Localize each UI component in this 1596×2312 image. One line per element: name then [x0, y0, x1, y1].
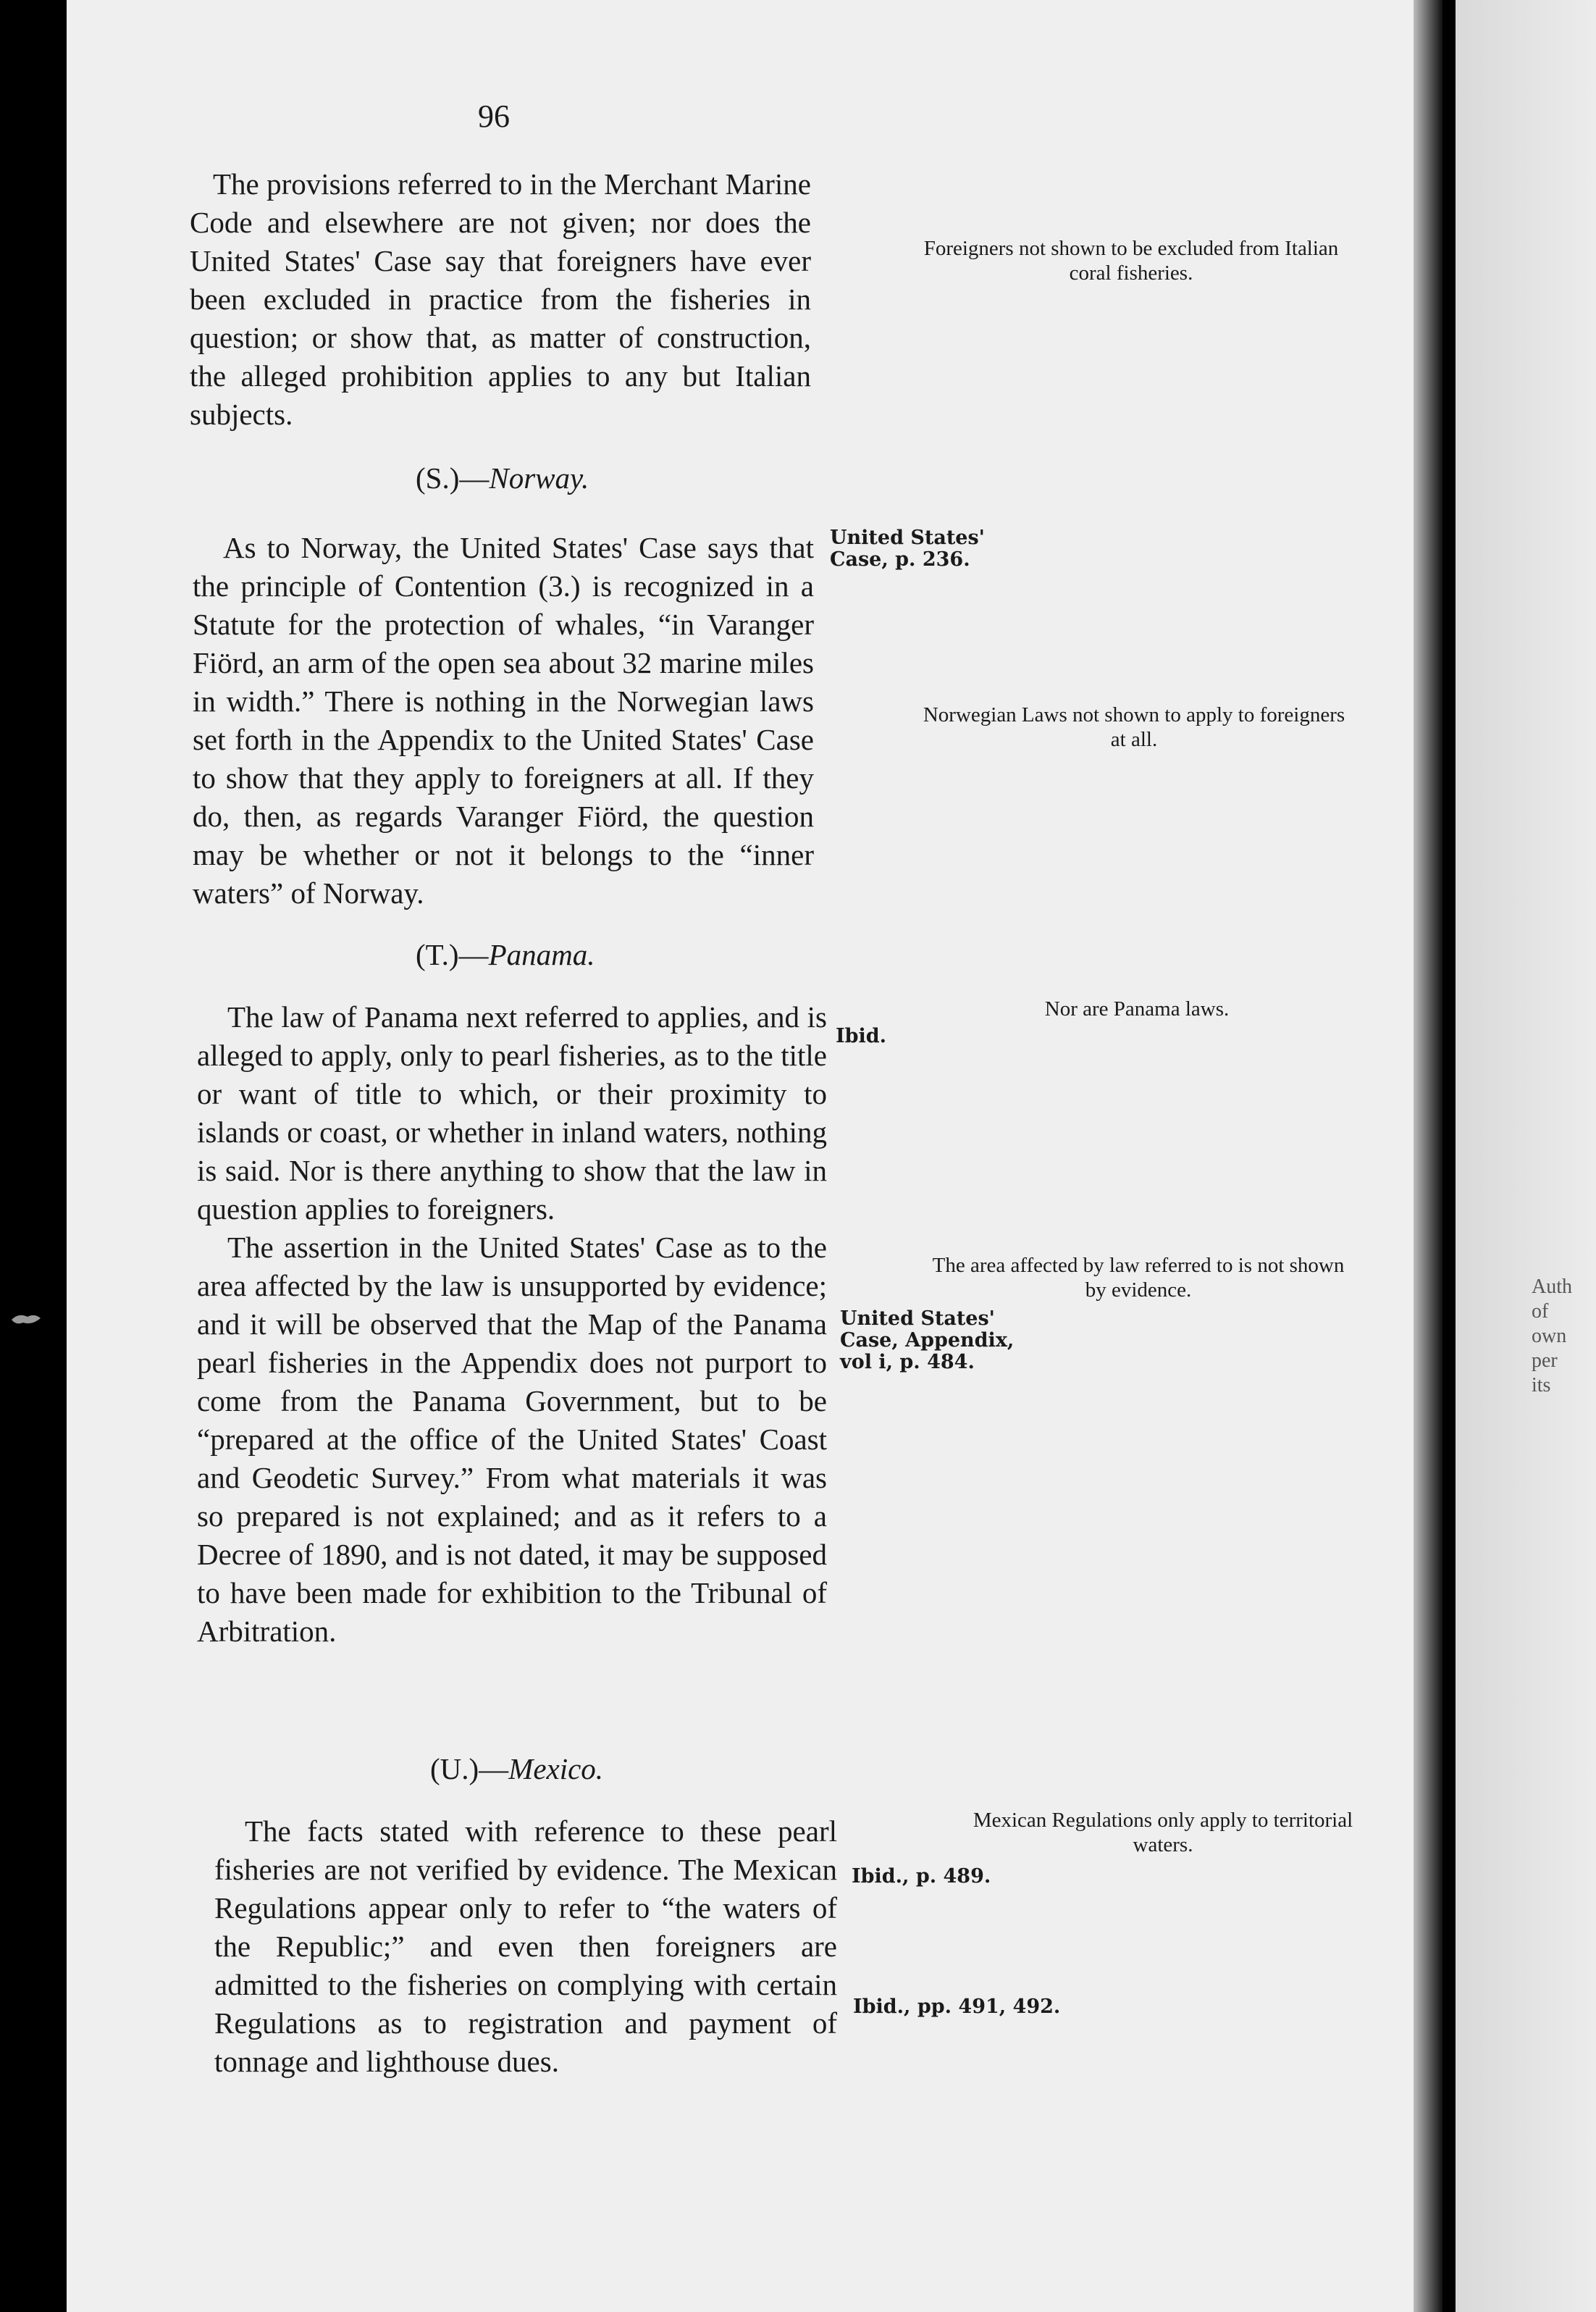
heading-country: Panama.	[488, 938, 595, 971]
reference-line: United States'	[840, 1307, 995, 1330]
reference-line: United States'	[830, 527, 985, 549]
margin-reference-appendix	[840, 1308, 1014, 1373]
reference-line: Ibid., pp. 491, 492.	[853, 1995, 1061, 2018]
reference-line: Case, p. 236.	[830, 548, 970, 571]
reference-line: vol i, p. 484.	[840, 1351, 975, 1373]
paragraph-text: The law of Panama next referred to applies, and is alleged to apply, only to pearl fisheries, as to the title or want of title to which, or their proximity to islands or coast, or whether in inland waters, nothing is said. Nor is there anything to show that the law in question applies to foreigners.	[197, 1000, 827, 1226]
fragment-line: per	[1532, 1349, 1558, 1372]
adjacent-page-edge	[1456, 0, 1596, 2312]
fragment-line: Auth	[1532, 1276, 1572, 1298]
page-gutter-shadow	[1414, 0, 1442, 2312]
fragment-line: of	[1532, 1300, 1549, 1323]
paragraph-text: The assertion in the United States' Case as to the area affected by the law is unsupported by evidence; and it will be observed that the Map of the Panama pearl fisheries in the Appendix does not purport to come from the Panama Government, but to be “prepared at the office of the United States' Coast and Geodetic Survey.” From what materials it was so prepared is not explained; and as it refers to a Decree of 1890, and is not dated, it may be supposed to have been made for exhibition to the Tribunal of Arbitration.	[197, 1231, 827, 1648]
section-heading-panama	[416, 937, 595, 972]
page-number: 96	[478, 99, 510, 134]
fragment-line: own	[1532, 1325, 1567, 1347]
heading-country: Norway.	[489, 461, 589, 495]
paragraph-panama	[197, 998, 827, 1651]
reference-line: Ibid.	[836, 1025, 887, 1047]
reference-line: Case, Appendix,	[840, 1329, 1015, 1352]
side-note-area: The area affected by law referred to is not shown by evidence.	[932, 1254, 1345, 1302]
section-heading-norway	[416, 461, 589, 495]
paragraph-text: The provisions referred to in the Merchant Marine Code and elsewhere are not given; nor does the United States' Case say that foreigners have ever been excluded in practice from the fisheries in question; or show that, as matter of construction, the alleged prohibition applies to any but Italian subjects.	[190, 167, 811, 431]
paragraph-text: The facts stated with reference to these pearl fisheries are not verified by evidence. The Mexican Regulations appear only to refer to “the waters of the Republic;” and even then foreigners are admitted to the fisheries on complying with certain Regulations as to registration and payment of tonnage and lighthouse dues.	[214, 1814, 837, 2078]
side-note-italy: Foreigners not shown to be excluded from Italian coral fisheries.	[923, 237, 1339, 285]
paragraph-text: As to Norway, the United States' Case says that the principle of Contention (3.) is recognized in a Statute for the protection of whales, “in Varanger Fiörd, an arm of the open sea about 32 marine miles in width.” There is nothing in the Norwegian laws set forth in the Appendix to the United States' Case to show that they apply to foreigners at all. If they do, then, as regards Varanger Fiörd, the question may be whether or not it belongs to the “inner waters” of Norway.	[193, 531, 814, 910]
fragment-line: its	[1532, 1374, 1551, 1396]
margin-reference-mexico-1	[852, 1866, 991, 1888]
ink-smudge-mark	[10, 1311, 42, 1327]
heading-country: Mexico.	[508, 1752, 604, 1785]
side-note-panama: Nor are Panama laws.	[1044, 997, 1230, 1021]
paragraph-norway	[193, 529, 814, 913]
margin-reference-norway	[830, 527, 985, 571]
heading-label: (S.)—	[416, 461, 490, 495]
paragraph-mexico	[214, 1812, 837, 2081]
heading-label: (U.)—	[430, 1752, 509, 1785]
adjacent-page-text-fragment	[1532, 1275, 1572, 1398]
section-heading-mexico	[430, 1751, 603, 1786]
reference-line: Ibid., p. 489.	[852, 1865, 991, 1888]
heading-label: (T.)—	[416, 938, 489, 971]
margin-reference-mexico-2	[853, 1996, 1060, 2018]
side-note-norway: Norwegian Laws not shown to apply to foreigners at all.	[923, 703, 1345, 751]
side-note-mexico: Mexican Regulations only apply to territorial waters.	[973, 1809, 1353, 1856]
margin-reference-panama	[836, 1026, 886, 1047]
paragraph-italy	[190, 165, 811, 434]
